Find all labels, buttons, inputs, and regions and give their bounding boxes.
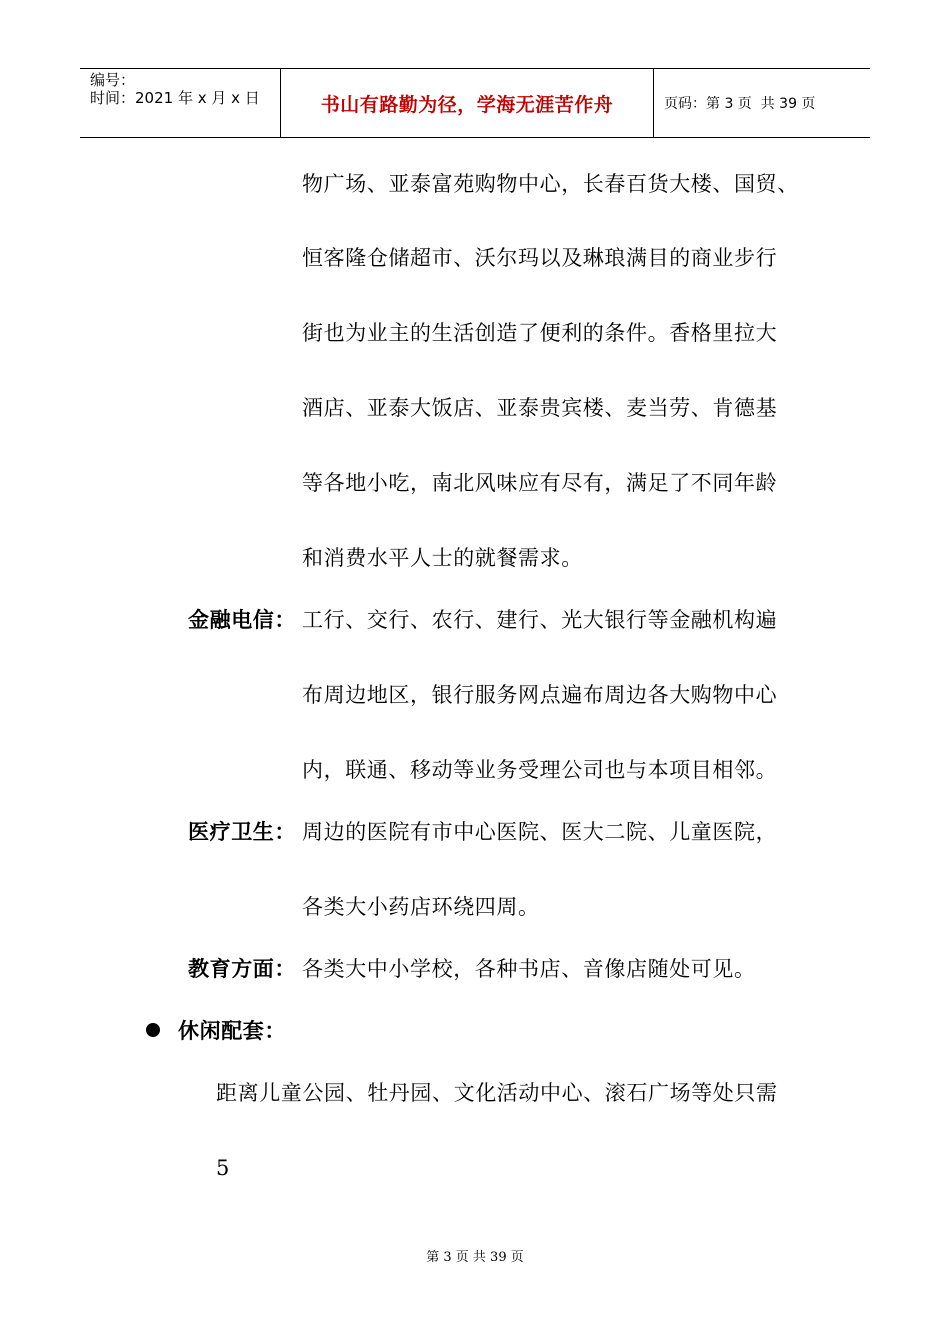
finance-label: 金融电信： xyxy=(188,608,296,632)
serial-number-label: 编号： xyxy=(90,71,136,89)
page-footer: 第 3 页 共 39 页 xyxy=(426,1250,524,1265)
leisure-heading xyxy=(146,1017,286,1045)
paragraph-line: 等各地小吃，南北风味应有尽有，满足了不同年龄 xyxy=(302,471,778,495)
header-page-cell xyxy=(654,69,870,137)
motto-text: 书山有路勤为径，学海无涯苦作舟 xyxy=(320,93,614,116)
medical-line: 周边的医院有市中心医院、医大二院、儿童医院， xyxy=(302,820,778,844)
education-line: 各类大中小学校，各种书店、音像店随处可见。 xyxy=(302,957,756,981)
education-label: 教育方面： xyxy=(188,957,296,981)
medical-label: 医疗卫生： xyxy=(188,820,296,844)
finance-line: 工行、交行、农行、建行、光大银行等金融机构遍 xyxy=(302,608,778,632)
page-info-text: 页码：第 3 页 共 39 页 xyxy=(664,96,816,112)
bullet-icon xyxy=(146,1023,160,1037)
header-meta-cell xyxy=(80,69,281,137)
paragraph-line: 酒店、亚泰大饭店、亚泰贵宾楼、麦当劳、肯德基 xyxy=(302,396,778,420)
header-motto-cell xyxy=(281,69,654,137)
paragraph-line: 街也为业主的生活创造了便利的条件。香格里拉大 xyxy=(302,321,778,345)
leisure-line: 距离儿童公园、牡丹园、文化活动中心、滚石广场等处只需 xyxy=(216,1081,778,1105)
date-label: 时间：2021 年 x 月 x 日 xyxy=(90,89,260,107)
finance-line: 内，联通、移动等业务受理公司也与本项目相邻。 xyxy=(302,758,778,782)
leisure-heading-text: 休闲配套： xyxy=(178,1019,286,1043)
paragraph-line: 物广场、亚泰富苑购物中心，长春百货大楼、国贸、 xyxy=(302,172,799,196)
page-header xyxy=(80,68,870,138)
finance-line: 布周边地区，银行服务网点遍布周边各大购物中心 xyxy=(302,683,778,707)
paragraph-line: 恒客隆仓储超市、沃尔玛以及琳琅满目的商业步行 xyxy=(302,246,778,270)
medical-line: 各类大小药店环绕四周。 xyxy=(302,895,540,919)
paragraph-line: 和消费水平人士的就餐需求。 xyxy=(302,546,583,570)
leisure-line: 5 xyxy=(216,1156,230,1180)
